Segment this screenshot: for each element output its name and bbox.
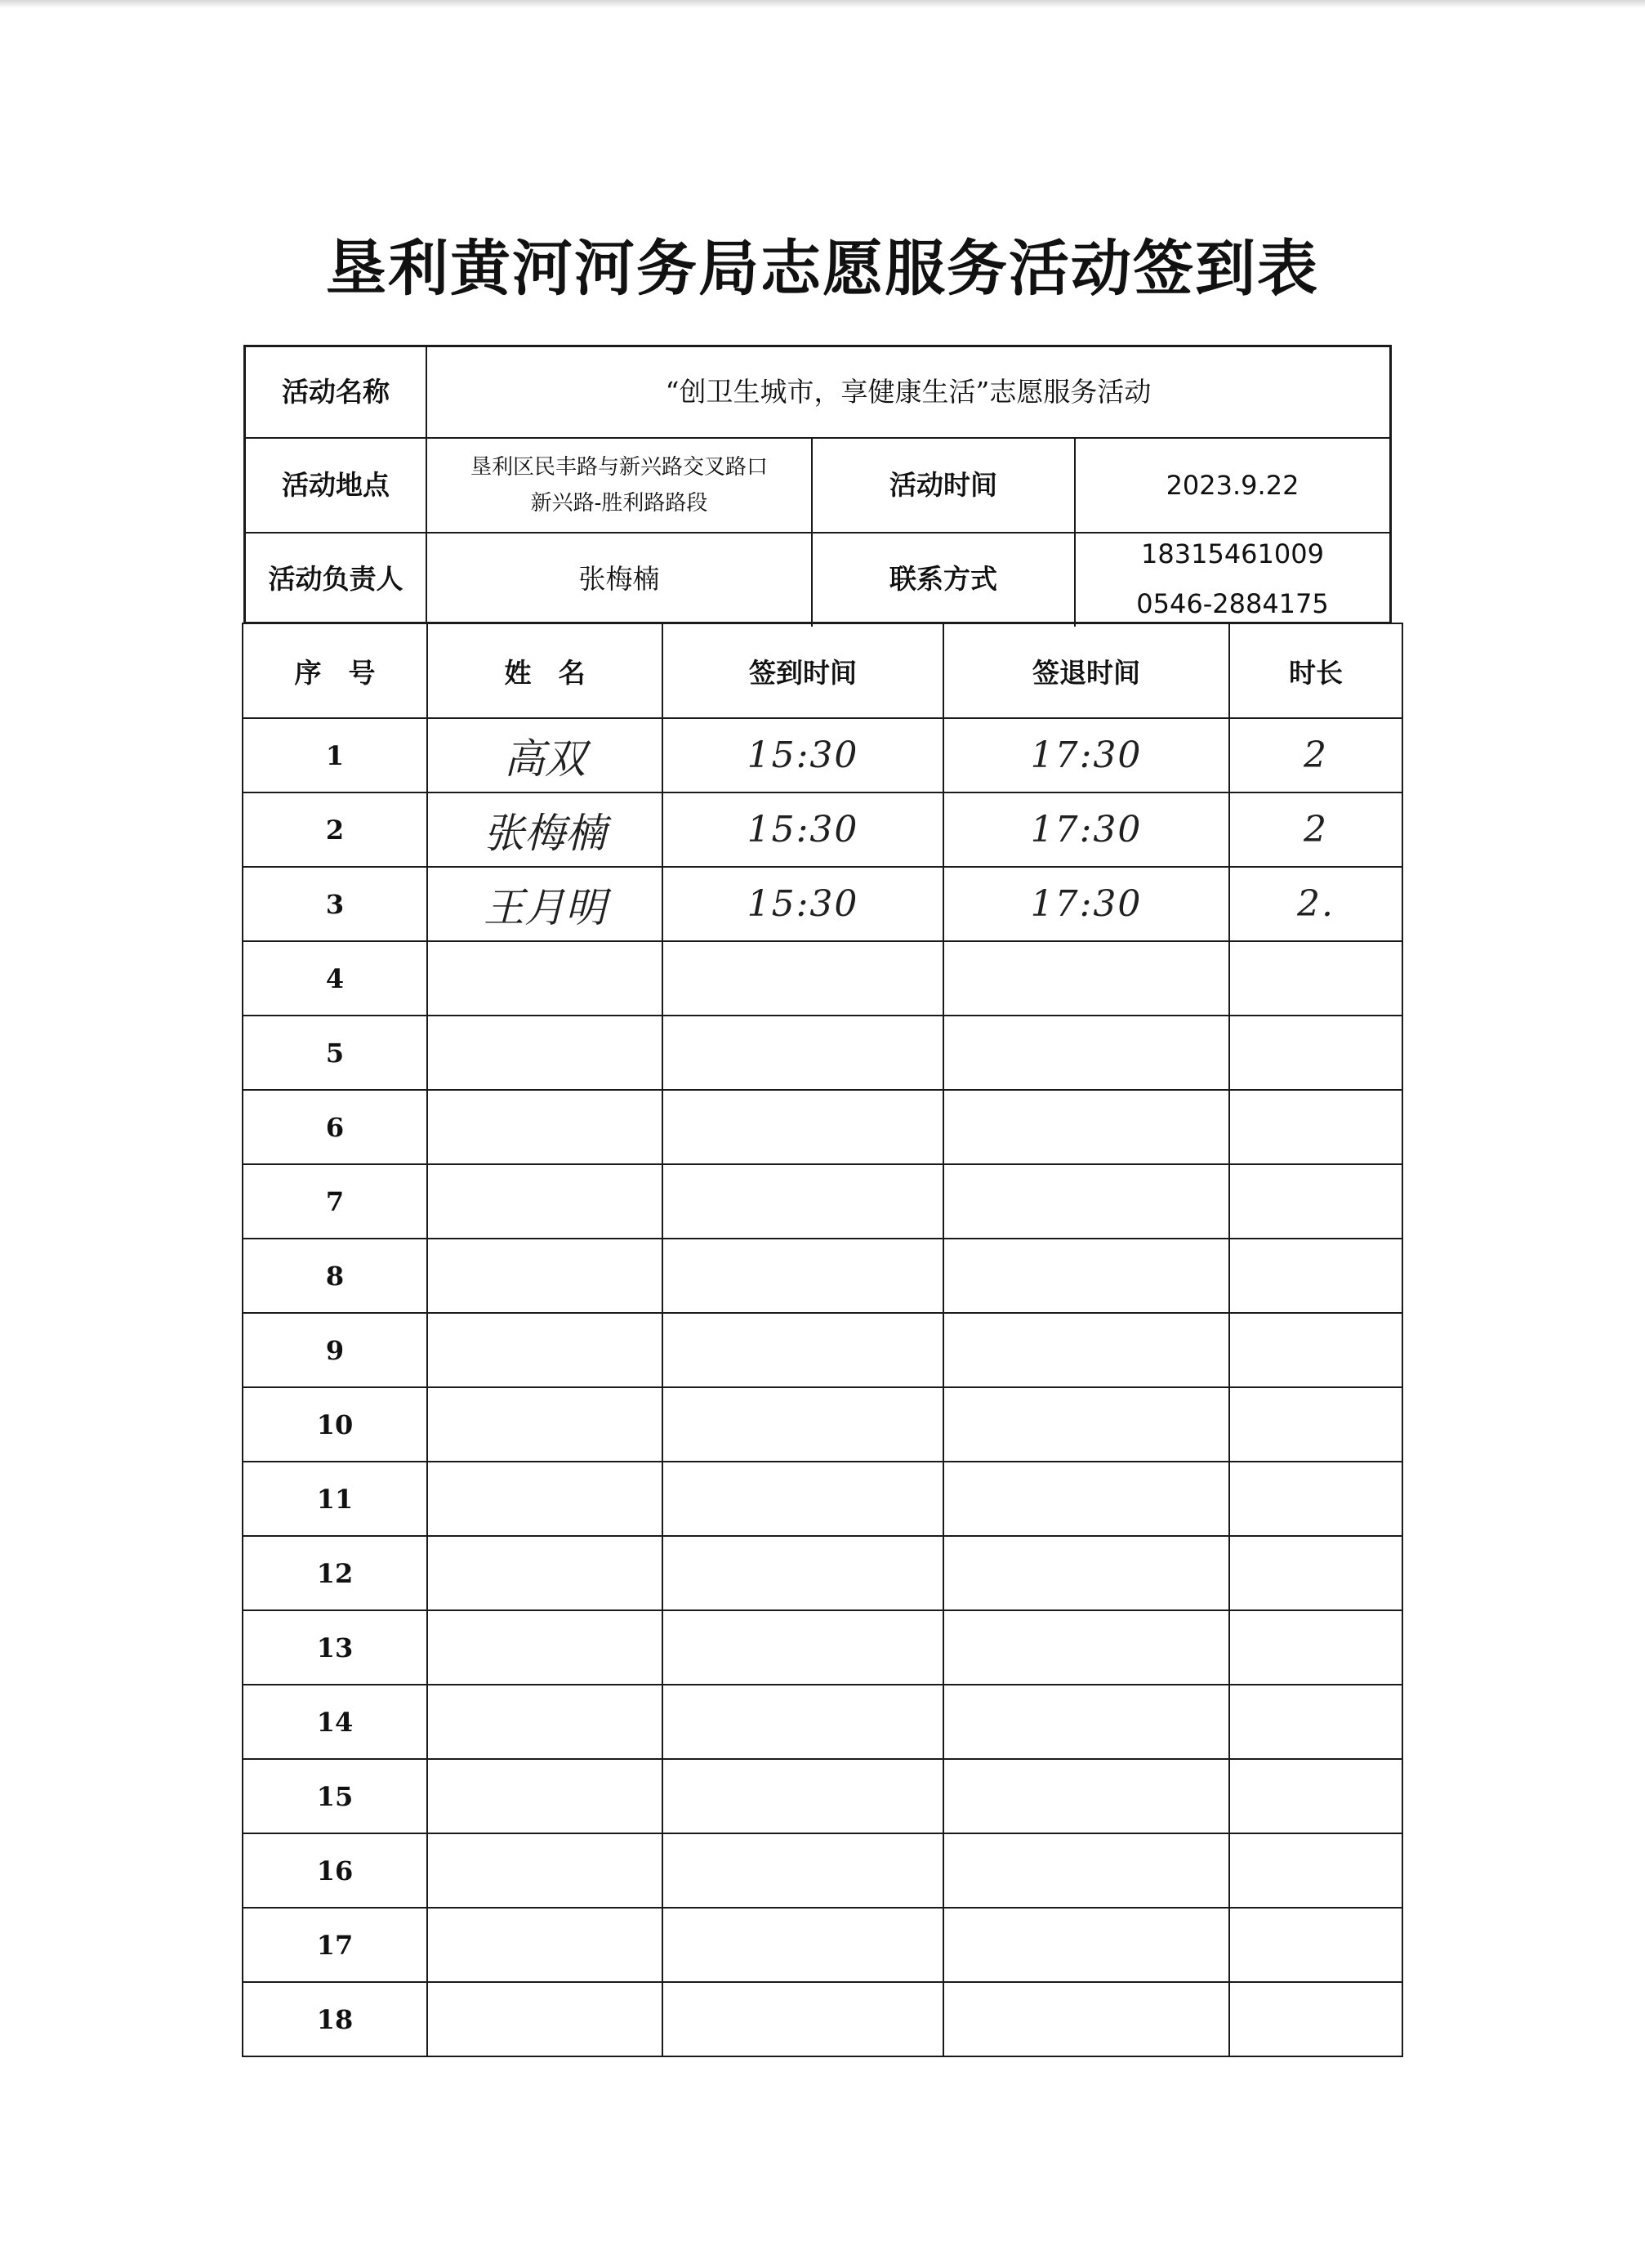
sign-in-time: 15:30 bbox=[662, 867, 943, 941]
duration bbox=[1229, 1387, 1402, 1462]
page-title: 垦利黄河河务局志愿服务活动签到表 bbox=[326, 234, 1319, 304]
sign-out-time bbox=[943, 941, 1229, 1016]
sign-out-time bbox=[943, 1759, 1229, 1833]
table-row bbox=[243, 867, 1402, 941]
time-label: 活动时间 bbox=[889, 468, 997, 501]
duration bbox=[1229, 1982, 1402, 2056]
contact-phone-2: 0546-2884175 bbox=[1136, 588, 1329, 619]
contact-value bbox=[1076, 534, 1389, 625]
table-row bbox=[243, 1164, 1402, 1239]
contact-phone-1: 18315461009 bbox=[1141, 538, 1324, 570]
scan-edge bbox=[0, 0, 1645, 8]
table-row bbox=[243, 1982, 1402, 2056]
sign-out-time bbox=[943, 1016, 1229, 1090]
row-number: 11 bbox=[243, 1462, 427, 1536]
table-row bbox=[243, 1833, 1402, 1908]
row-number: 8 bbox=[243, 1239, 427, 1313]
duration bbox=[1229, 1610, 1402, 1685]
signature-name: 王月明 bbox=[427, 867, 662, 941]
table-row bbox=[243, 1016, 1402, 1090]
sign-in-time bbox=[662, 1982, 943, 2056]
table-row bbox=[243, 718, 1402, 792]
sign-in-time bbox=[662, 1759, 943, 1833]
signature-name bbox=[427, 1982, 662, 2056]
signature-name bbox=[427, 941, 662, 1016]
column-header-duration: 时长 bbox=[1229, 623, 1402, 718]
signature-name bbox=[427, 1462, 662, 1536]
table-header-row bbox=[243, 623, 1402, 718]
signature-name bbox=[427, 1610, 662, 1685]
table-row bbox=[243, 1908, 1402, 1982]
signature-name: 高双 bbox=[427, 718, 662, 792]
sign-in-time: 15:30 bbox=[662, 718, 943, 792]
sign-in-time bbox=[662, 1833, 943, 1908]
row-number: 12 bbox=[243, 1536, 427, 1610]
location-value bbox=[427, 439, 811, 532]
sign-out-time bbox=[943, 1462, 1229, 1536]
row-number: 18 bbox=[243, 1982, 427, 2056]
location-line-1: 垦利区民丰路与新兴路交叉路口 bbox=[470, 454, 768, 480]
activity-info-block bbox=[243, 345, 1392, 624]
signature-name bbox=[427, 1164, 662, 1239]
sign-out-time bbox=[943, 1908, 1229, 1982]
duration bbox=[1229, 1833, 1402, 1908]
sign-out-time bbox=[943, 1164, 1229, 1239]
signature-name bbox=[427, 1536, 662, 1610]
row-number: 4 bbox=[243, 941, 427, 1016]
column-header-sign-in: 签到时间 bbox=[662, 623, 943, 718]
row-number: 5 bbox=[243, 1016, 427, 1090]
signature-name bbox=[427, 1016, 662, 1090]
signature-name bbox=[427, 1313, 662, 1387]
duration bbox=[1229, 1685, 1402, 1759]
sign-in-time: 15:30 bbox=[662, 792, 943, 867]
column-header-sign-out: 签退时间 bbox=[943, 623, 1229, 718]
duration bbox=[1229, 1090, 1402, 1164]
sign-in-time bbox=[662, 1462, 943, 1536]
table-row bbox=[243, 1536, 1402, 1610]
signature-name: 张梅楠 bbox=[427, 792, 662, 867]
table-row bbox=[243, 1313, 1402, 1387]
sign-out-time: 17:30 bbox=[943, 718, 1229, 792]
sign-in-table bbox=[242, 623, 1403, 2057]
sign-out-time bbox=[943, 1982, 1229, 2056]
duration bbox=[1229, 1164, 1402, 1239]
sign-out-time: 17:30 bbox=[943, 867, 1229, 941]
signature-name bbox=[427, 1685, 662, 1759]
table-row bbox=[243, 1462, 1402, 1536]
row-number: 2 bbox=[243, 792, 427, 867]
table-row bbox=[243, 1387, 1402, 1462]
duration: 2. bbox=[1229, 867, 1402, 941]
row-number: 1 bbox=[243, 718, 427, 792]
signature-name bbox=[427, 1239, 662, 1313]
duration bbox=[1229, 1759, 1402, 1833]
row-number: 14 bbox=[243, 1685, 427, 1759]
row-number: 7 bbox=[243, 1164, 427, 1239]
sign-in-time bbox=[662, 1239, 943, 1313]
sign-out-time bbox=[943, 1536, 1229, 1610]
sign-out-time bbox=[943, 1833, 1229, 1908]
table-row bbox=[243, 1610, 1402, 1685]
row-number: 13 bbox=[243, 1610, 427, 1685]
table-row bbox=[243, 1239, 1402, 1313]
sign-out-time bbox=[943, 1090, 1229, 1164]
sign-in-time bbox=[662, 1090, 943, 1164]
contact-label: 联系方式 bbox=[889, 562, 997, 595]
duration bbox=[1229, 1908, 1402, 1982]
duration: 2 bbox=[1229, 792, 1402, 867]
leader-label: 活动负责人 bbox=[268, 562, 403, 595]
time-value: 2023.9.22 bbox=[1166, 469, 1300, 501]
signature-name bbox=[427, 1090, 662, 1164]
row-number: 17 bbox=[243, 1908, 427, 1982]
location-line-2: 新兴路-胜利路路段 bbox=[530, 491, 708, 516]
duration bbox=[1229, 1462, 1402, 1536]
signature-name bbox=[427, 1387, 662, 1462]
sign-out-time bbox=[943, 1610, 1229, 1685]
table-row bbox=[243, 1090, 1402, 1164]
location-label: 活动地点 bbox=[282, 468, 390, 501]
sign-out-time bbox=[943, 1239, 1229, 1313]
column-header-name: 姓 名 bbox=[427, 623, 662, 718]
table-row bbox=[243, 792, 1402, 867]
sign-out-time bbox=[943, 1313, 1229, 1387]
sign-in-time bbox=[662, 1016, 943, 1090]
row-number: 10 bbox=[243, 1387, 427, 1462]
sign-out-time bbox=[943, 1685, 1229, 1759]
signature-name bbox=[427, 1759, 662, 1833]
signature-name bbox=[427, 1908, 662, 1982]
sign-in-time bbox=[662, 941, 943, 1016]
sign-in-time bbox=[662, 1536, 943, 1610]
row-number: 6 bbox=[243, 1090, 427, 1164]
row-number: 16 bbox=[243, 1833, 427, 1908]
duration bbox=[1229, 1239, 1402, 1313]
sign-in-time bbox=[662, 1313, 943, 1387]
row-number: 9 bbox=[243, 1313, 427, 1387]
sign-out-time bbox=[943, 1387, 1229, 1462]
duration bbox=[1229, 1313, 1402, 1387]
column-header-number: 序 号 bbox=[243, 623, 427, 718]
sign-in-time bbox=[662, 1685, 943, 1759]
sign-out-time: 17:30 bbox=[943, 792, 1229, 867]
leader-name: 张梅楠 bbox=[578, 562, 660, 595]
activity-name-label: 活动名称 bbox=[282, 375, 390, 408]
activity-name-value: “创卫生城市，享健康生活”志愿服务活动 bbox=[665, 375, 1152, 408]
row-number: 3 bbox=[243, 867, 427, 941]
duration bbox=[1229, 1016, 1402, 1090]
table-row bbox=[243, 941, 1402, 1016]
duration bbox=[1229, 941, 1402, 1016]
sign-in-time bbox=[662, 1610, 943, 1685]
duration bbox=[1229, 1536, 1402, 1610]
signature-name bbox=[427, 1833, 662, 1908]
table-row bbox=[243, 1685, 1402, 1759]
sign-in-time bbox=[662, 1387, 943, 1462]
row-number: 15 bbox=[243, 1759, 427, 1833]
table-row bbox=[243, 1759, 1402, 1833]
sign-in-time bbox=[662, 1908, 943, 1982]
duration: 2 bbox=[1229, 718, 1402, 792]
sign-in-time bbox=[662, 1164, 943, 1239]
